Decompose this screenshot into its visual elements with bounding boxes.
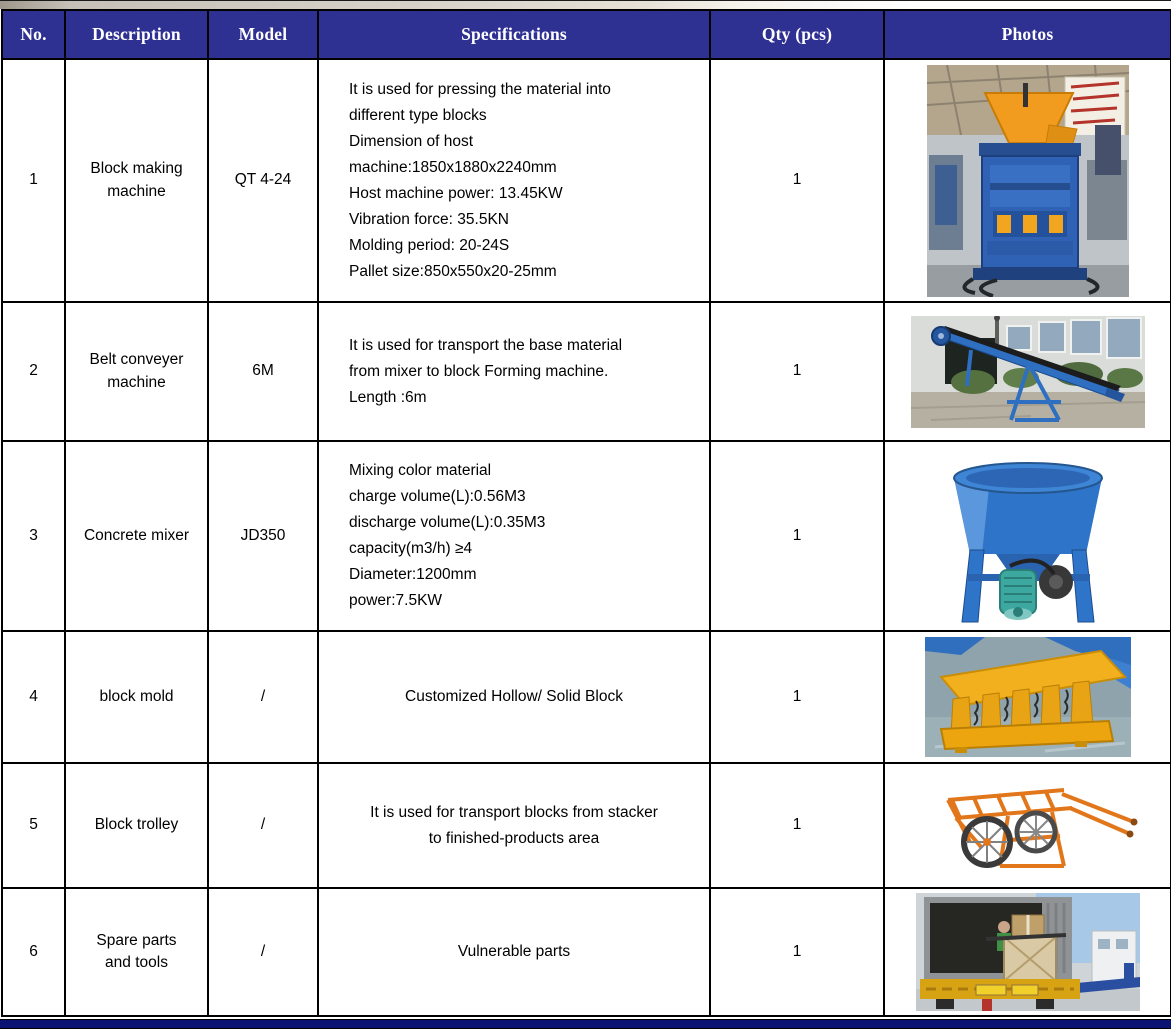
row5-qty: 1 — [710, 763, 884, 888]
table-header-row — [2, 10, 1171, 59]
table-row — [2, 763, 1171, 888]
block-trolley-photo — [912, 770, 1144, 882]
page-bottom-rule — [0, 1019, 1171, 1029]
row4-photo-cell — [884, 631, 1171, 763]
row1-no: 1 — [2, 59, 65, 302]
row6-photo-cell — [884, 888, 1171, 1016]
header-specifications: Specifications — [318, 10, 710, 59]
row6-qty: 1 — [710, 888, 884, 1016]
row5-photo-cell — [884, 763, 1171, 888]
row4-description: block mold — [65, 631, 208, 763]
row2-no: 2 — [2, 302, 65, 441]
row1-specifications: It is used for pressing the material into different type blocks Dimension of host machine:1850x1880x2240mm Host machine power: 13.45KW Vibration force: 35.5KN Molding period: 20-24S Pallet size:850x550x20-25mm — [318, 59, 710, 302]
row3-no: 3 — [2, 441, 65, 631]
block-making-machine-photo — [927, 65, 1129, 297]
row5-model: / — [208, 763, 318, 888]
row2-description: Belt conveyer machine — [65, 302, 208, 441]
row2-model: 6M — [208, 302, 318, 441]
header-no: No. — [2, 10, 65, 59]
row4-model: / — [208, 631, 318, 763]
row1-description: Block making machine — [65, 59, 208, 302]
row5-description: Block trolley — [65, 763, 208, 888]
row6-specifications: Vulnerable parts — [318, 888, 710, 1016]
header-qty: Qty (pcs) — [710, 10, 884, 59]
row4-specifications: Customized Hollow/ Solid Block — [318, 631, 710, 763]
row1-photo-cell — [884, 59, 1171, 302]
row3-photo-cell — [884, 441, 1171, 631]
equipment-spec-table — [1, 9, 1171, 1017]
table-row — [2, 631, 1171, 763]
row5-specifications: It is used for transport blocks from stacker to finished-products area — [318, 763, 710, 888]
row4-qty: 1 — [710, 631, 884, 763]
belt-conveyor-photo — [911, 316, 1145, 428]
table-row — [2, 441, 1171, 631]
row3-description: Concrete mixer — [65, 441, 208, 631]
block-mold-photo — [925, 637, 1131, 757]
container-loading-photo — [916, 893, 1140, 1011]
row3-model: JD350 — [208, 441, 318, 631]
row6-no: 6 — [2, 888, 65, 1016]
row2-qty: 1 — [710, 302, 884, 441]
row6-model: / — [208, 888, 318, 1016]
header-model: Model — [208, 10, 318, 59]
row2-photo-cell — [884, 302, 1171, 441]
row3-specifications: Mixing color material charge volume(L):0.56M3 discharge volume(L):0.35M3 capacity(m3/h) ≥4 Diameter:1200mm power:7.5KW — [318, 441, 710, 631]
row6-description: Spare parts and tools — [65, 888, 208, 1016]
table-row — [2, 59, 1171, 302]
row4-no: 4 — [2, 631, 65, 763]
row1-model: QT 4-24 — [208, 59, 318, 302]
header-description: Description — [65, 10, 208, 59]
row5-no: 5 — [2, 763, 65, 888]
row1-qty: 1 — [710, 59, 884, 302]
concrete-mixer-photo — [940, 446, 1116, 626]
row3-qty: 1 — [710, 441, 884, 631]
page-top-edge-strip — [0, 0, 1171, 9]
header-photos: Photos — [884, 10, 1171, 59]
table-row — [2, 888, 1171, 1016]
table-row — [2, 302, 1171, 441]
row2-specifications: It is used for transport the base material from mixer to block Forming machine. Length :6m — [318, 302, 710, 441]
